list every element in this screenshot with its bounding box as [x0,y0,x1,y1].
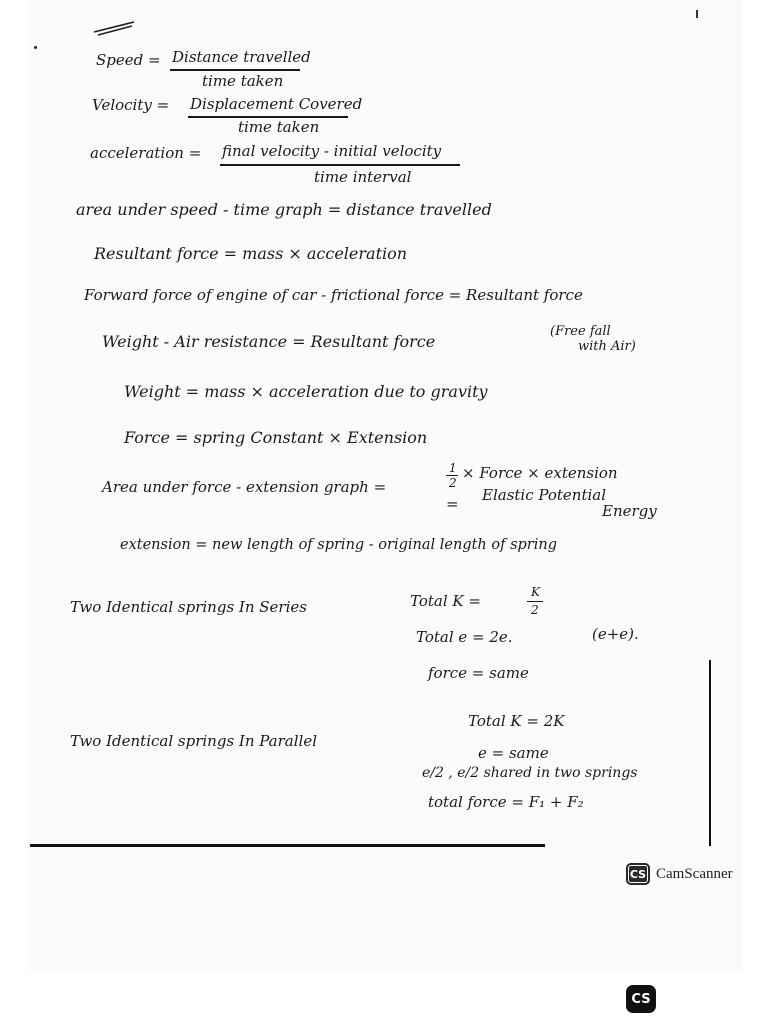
resultant-force-line: Resultant force = mass × acceleration [94,244,408,263]
force-spring-line: Force = spring Constant × Extension [124,428,428,447]
margin-dot [34,46,37,49]
camscanner-name: CamScanner [656,865,733,882]
camscanner-logo-icon: CS [626,863,650,885]
page-right-rule [709,660,711,846]
series-total-e: Total e = 2e. [416,628,513,646]
half-denominator: 2 [449,476,457,490]
speed-lhs: Speed = [96,51,161,69]
camscanner-watermark [626,863,733,885]
forward-force-line: Forward force of engine of car - frictional force = Resultant force [84,286,583,304]
weight-air-line: Weight - Air resistance = Resultant force [102,332,436,351]
series-title: Two Identical springs In Series [70,598,307,616]
velocity-numerator: Displacement Covered [190,95,363,113]
weight-line: Weight = mass × acceleration due to gravity [124,382,488,401]
parallel-e-shared: e/2 , e/2 shared in two springs [422,765,638,781]
margin-scribble [92,18,142,38]
speed-fraction-bar [170,69,300,71]
area-force-extension-lhs: Area under force - extension graph = [102,478,387,496]
parallel-title: Two Identical springs In Parallel [70,732,318,750]
free-fall-note-2: with Air) [578,339,636,354]
elastic-pe-energy: Energy [602,502,657,520]
margin-tick [696,10,698,18]
elastic-pe-equals: = [446,495,459,513]
acceleration-fraction-bar [220,164,460,166]
acceleration-denominator: time interval [314,168,412,186]
series-e-note: (e+e). [592,625,639,643]
paper-sheet [30,0,740,970]
extension-line: extension = new length of spring - original length of spring [120,537,557,553]
acceleration-lhs: acceleration = [90,144,202,162]
speed-numerator: Distance travelled [172,48,311,66]
series-total-k: Total K = [410,592,481,610]
speed-denominator: time taken [202,72,284,90]
velocity-denominator: time taken [238,118,320,136]
series-k-fraction-bar [527,601,543,602]
area-speed-time-line: area under speed - time graph = distance travelled [76,200,492,219]
parallel-e: e = same [478,744,549,762]
parallel-total-k: Total K = 2K [468,712,565,730]
page-bottom-rule [30,844,545,847]
series-force: force = same [428,664,529,682]
free-fall-note-1: (Free fall [550,324,611,339]
velocity-lhs: Velocity = [92,96,170,114]
acceleration-numerator: final velocity - initial velocity [222,142,442,160]
elastic-pe-text: Elastic Potential [482,486,607,504]
half-numerator: 1 [449,461,457,475]
parallel-total-force: total force = F₁ + F₂ [428,793,584,811]
camscanner-app-icon: CS [626,985,656,1013]
series-k-numerator: K [531,585,540,599]
series-k-denominator: 2 [531,603,539,617]
area-force-extension-rhs: × Force × extension [462,464,618,482]
